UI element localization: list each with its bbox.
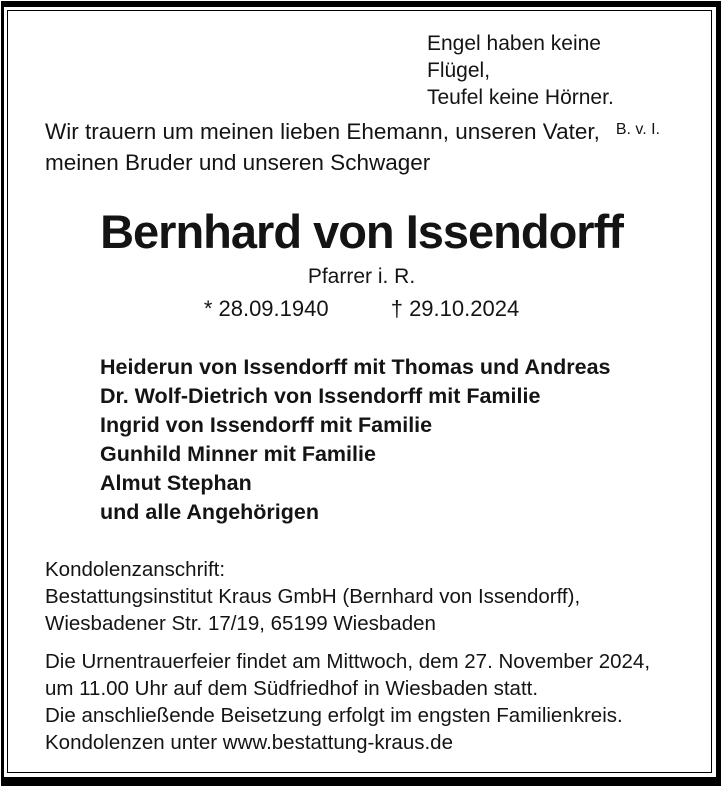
service-line-2: um 11.00 Uhr auf dem Südfriedhof in Wiesbaden statt. <box>45 677 539 700</box>
mourner-item: Gunhild Minner mit Familie <box>100 442 376 466</box>
condolence-address-block <box>45 556 675 637</box>
deceased-name: Bernhard von Issendorff <box>100 205 623 258</box>
service-line-3: Die anschließende Beisetzung erfolgt im engsten Familienkreis. <box>45 704 623 727</box>
mourners-list <box>100 353 670 527</box>
quote-line-1: Engel haben keine Flügel, <box>427 32 601 82</box>
funeral-service-info <box>45 648 695 756</box>
mourner-item: Dr. Wolf-Dietrich von Issendorff mit Familie <box>100 384 541 408</box>
deceased-profession-title: Pfarrer i. R. <box>307 265 416 288</box>
condolence-street-address: Wiesbadener Str. 17/19, 65199 Wiesbaden <box>45 612 436 635</box>
mourner-item: Heiderun von Issendorff mit Thomas und Andreas <box>100 355 611 379</box>
death-date: † 29.10.2024 <box>390 296 520 321</box>
intro-line-2: meinen Bruder und unseren Schwager <box>45 150 431 175</box>
birth-date: * 28.09.1940 <box>203 296 329 321</box>
mourner-item: und alle Angehörigen <box>100 500 319 524</box>
condolence-label: Kondolenzanschrift: <box>45 558 226 581</box>
intro-line-1: Wir trauern um meinen lieben Ehemann, unseren Vater, <box>45 119 600 144</box>
service-condolence-url-line: Kondolenzen unter www.bestattung-kraus.de <box>45 731 453 754</box>
service-line-1: Die Urnentrauerfeier findet am Mittwoch, dem 27. November 2024, <box>45 650 651 673</box>
mourner-item: Almut Stephan <box>100 471 252 495</box>
mourning-intro-text <box>45 116 665 178</box>
condolence-institute: Bestattungsinstitut Kraus GmbH (Bernhard von Issendorff), <box>45 585 581 608</box>
quote-attribution: B. v. I. <box>615 121 660 138</box>
life-dates <box>0 296 723 322</box>
quote-line-2: Teufel keine Hörner. <box>427 86 614 109</box>
mourner-item: Ingrid von Issendorff mit Familie <box>100 413 433 437</box>
